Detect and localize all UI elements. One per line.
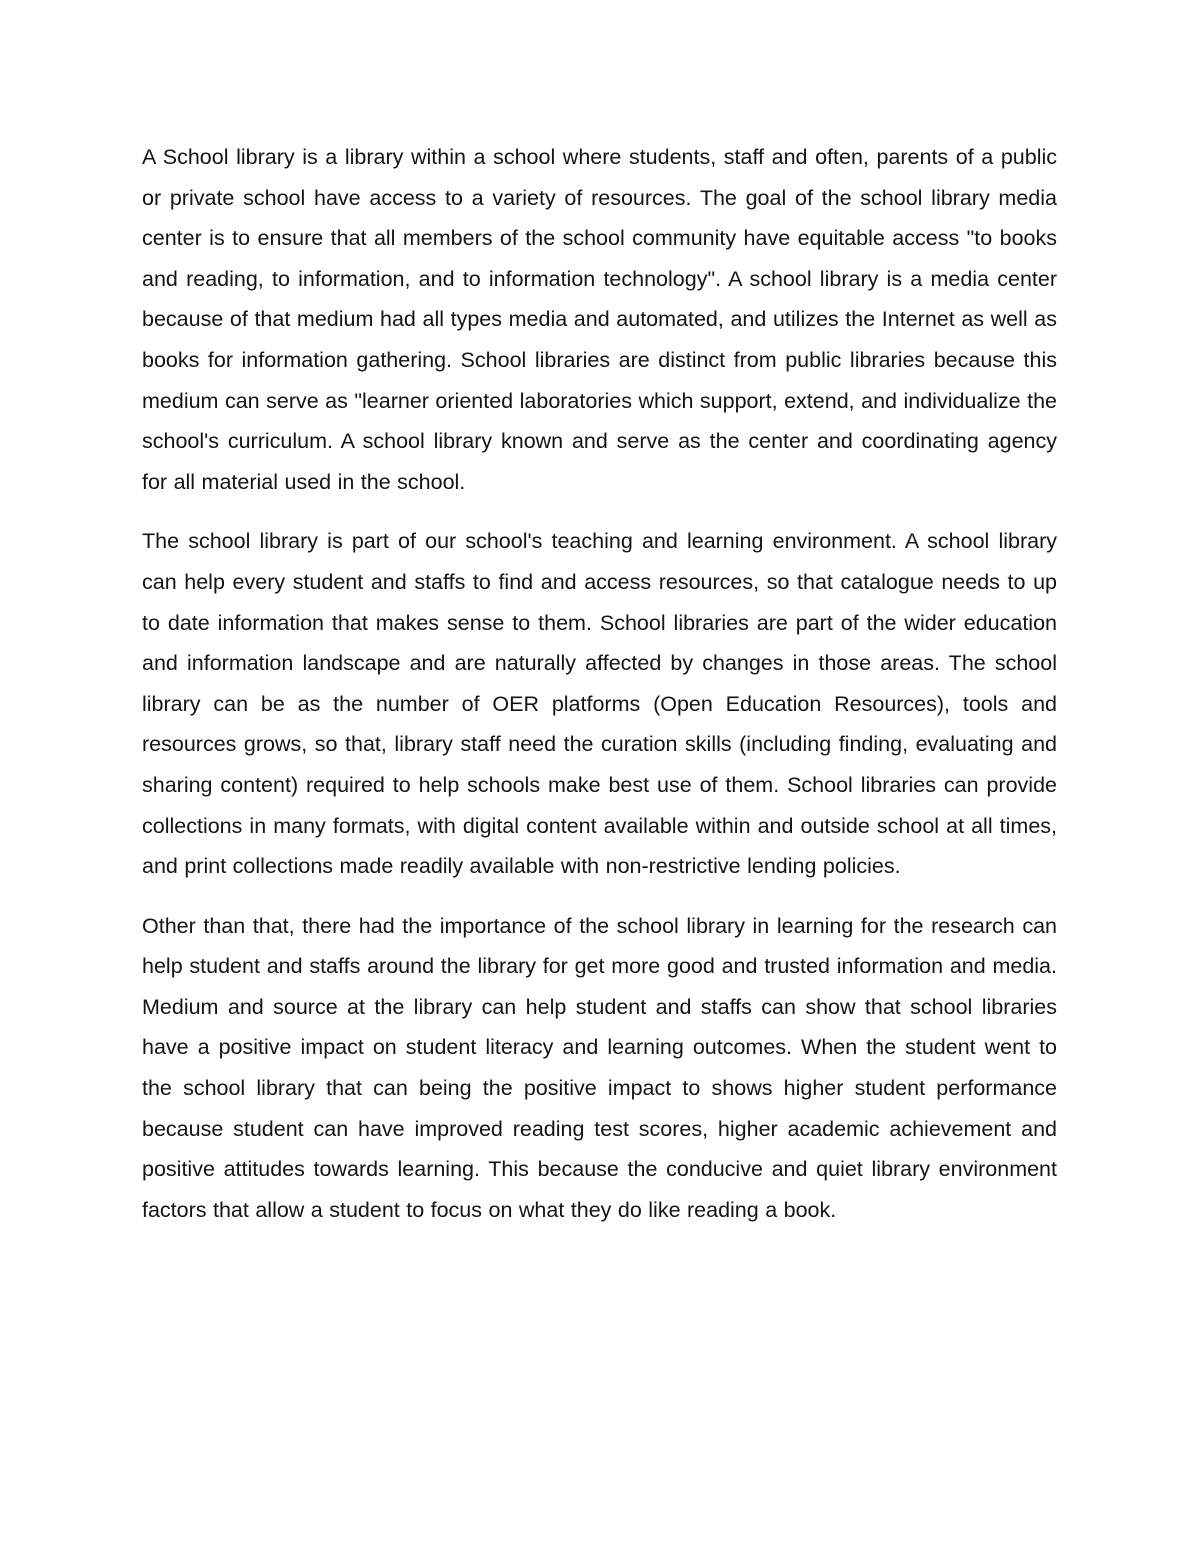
paragraph-2: The school library is part of our school's teaching and learning environment. A school library can help every student and staffs to find and access resources, so that catalogue needs to up to date information that makes sense to them. School libraries are part of the wider education and information landscape and are naturally affected by changes in those areas. The school library can be as the number of OER platforms (Open Education Resources), tools and resources grows, so that, library staff need the curation skills (including finding, evaluating and sharing content) required to help schools make best use of them. School libraries can provide collections in many formats, with digital content available within and outside school at all times, and print collections made readily available with non-restrictive lending policies. (142, 529, 1057, 879)
document-body (142, 137, 1057, 1249)
paragraph-3: Other than that, there had the importance of the school library in learning for the research can help student and staffs around the library for get more good and trusted information and media. Medium and source at the library can help student and staffs can show that school libraries have a positive impact on student literacy and learning outcomes. When the student went to the school library that can being the positive impact to shows higher student performance because student can have improved reading test scores, higher academic achievement and positive attitudes towards learning. This because the conducive and quiet library environment factors that allow a student to focus on what they do like reading a book. (142, 913, 1057, 1222)
paragraph-1: A School library is a library within a school where students, staff and often, parents of a public or private school have access to a variety of resources. The goal of the school library media center is to ensure that all members of the school community have equitable access "to books and reading, to information, and to information technology". A school library is a media center because of that medium had all types media and automated, and utilizes the Internet as well as books for information gathering. School libraries are distinct from public libraries because this medium can serve as "learner oriented laboratories which support, extend, and individualize the school's curriculum. A school library known and serve as the center and coordinating agency for all material used in the school. (142, 145, 1057, 494)
